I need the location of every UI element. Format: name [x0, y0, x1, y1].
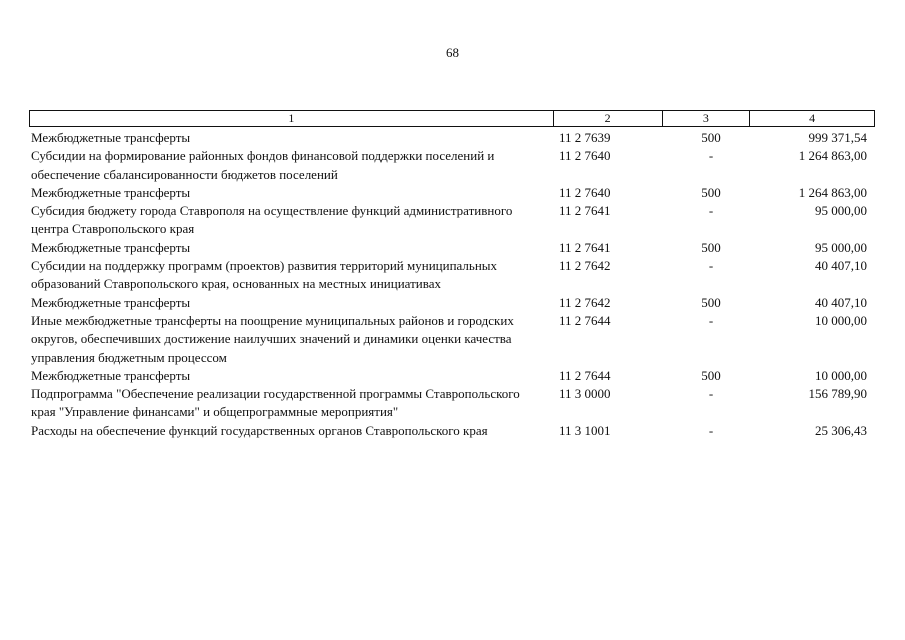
header-col-2: 2: [554, 111, 663, 126]
table-row: [29, 184, 875, 202]
row-code: 11 3 1001: [559, 422, 611, 438]
row-name: Иные межбюджетные трансферты на поощрение муниципальных районов и городских округов, обеспечивших достижение наилучших значений и динамики оценки качества управления бюджетным процессом: [31, 312, 514, 365]
row-type: 500: [701, 367, 721, 383]
row-name: Межбюджетные трансферты: [31, 130, 191, 145]
header-col-1: 1: [30, 111, 554, 126]
row-amount: 10 000,00: [815, 367, 867, 383]
row-name: Межбюджетные трансферты: [31, 184, 191, 200]
row-name: Межбюджетные трансферты: [31, 294, 191, 310]
row-name: Межбюджетные трансферты: [31, 239, 191, 255]
row-code: 11 2 7642: [559, 294, 611, 310]
row-type: 500: [701, 239, 721, 255]
row-type: -: [708, 386, 714, 402]
row-amount: 156 789,90: [808, 386, 867, 402]
row-type: 500: [701, 294, 721, 310]
row-type: -: [708, 148, 714, 164]
row-code: 11 2 7642: [559, 258, 611, 274]
budget-table: [29, 110, 875, 440]
row-type: -: [708, 258, 714, 274]
row-name: Субсидии на поддержку программ (проектов) развития территорий муниципальных образований Ставропольского края, основанных на местных инициативах: [31, 258, 498, 292]
row-code: 11 2 7640: [559, 184, 611, 200]
row-amount: 95 000,00: [815, 239, 867, 255]
table-row: [29, 129, 875, 147]
page-number: 68: [446, 45, 459, 60]
table-body: [29, 127, 875, 440]
row-name: Межбюджетные трансферты: [31, 367, 191, 383]
row-code: 11 2 7644: [559, 312, 611, 328]
row-type: 500: [701, 130, 721, 145]
table-row: [29, 422, 875, 440]
table-row: [29, 294, 875, 312]
table-row: [29, 202, 875, 239]
row-code: 11 2 7640: [559, 148, 611, 164]
table-row: [29, 239, 875, 257]
row-amount: 25 306,43: [815, 422, 867, 438]
row-amount: 40 407,10: [815, 294, 867, 310]
row-amount: 95 000,00: [815, 203, 867, 219]
header-col-3: 3: [663, 111, 751, 126]
row-type: -: [708, 203, 714, 219]
row-type: -: [708, 422, 714, 438]
header-col-4: 4: [809, 111, 816, 125]
row-code: 11 2 7639: [559, 130, 611, 145]
row-name: Субсидия бюджету города Ставрополя на осуществление функций административного центра Ставропольского края: [31, 203, 513, 237]
table-row: [29, 257, 875, 294]
table-row: [29, 385, 875, 422]
row-type: -: [708, 312, 714, 328]
row-amount: 40 407,10: [815, 258, 867, 274]
row-amount: 999 371,54: [808, 130, 867, 145]
row-name: Расходы на обеспечение функций государственных органов Ставропольского края: [31, 422, 488, 438]
row-code: 11 3 0000: [559, 386, 611, 402]
table-row: [29, 147, 875, 184]
table-row: [29, 367, 875, 385]
row-amount: 10 000,00: [815, 312, 867, 328]
row-type: 500: [701, 184, 721, 200]
row-code: 11 2 7641: [559, 239, 611, 255]
row-amount: 1 264 863,00: [798, 148, 867, 164]
row-code: 11 2 7641: [559, 203, 611, 219]
row-name: Субсидии на формирование районных фондов финансовой поддержки поселений и обеспечение сбалансированности бюджетов поселений: [31, 148, 495, 182]
table-row: [29, 312, 875, 367]
row-name: Подпрограмма "Обеспечение реализации государственной программы Ставропольского края "Управление финансами" и общепрограммные мероприятия": [31, 386, 520, 420]
row-amount: 1 264 863,00: [798, 184, 867, 200]
table-header: [29, 110, 875, 127]
row-code: 11 2 7644: [559, 367, 611, 383]
